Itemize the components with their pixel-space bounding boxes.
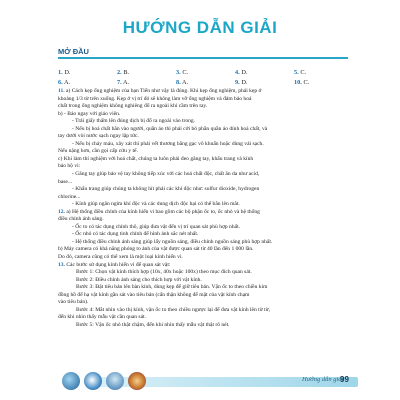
answer-value: D. (64, 69, 71, 76)
q13-line: Bước 1: Chọn vật kính thích hợp (10x, 40x hoặc 100x) theo mục đích quan sát. (76, 269, 252, 276)
q11-line: chlorine... (58, 193, 81, 200)
answer-row (58, 78, 358, 88)
answer-item (235, 78, 294, 88)
globe-icon (62, 372, 80, 390)
answer-number: 7. (117, 78, 122, 86)
answer-number: 8. (176, 78, 181, 86)
page-title: HƯỚNG DẪN GIẢI (122, 18, 278, 37)
q11-line: - Găng tay giúp bảo vệ tay không tiếp xúc với các hoá chất độc, chất ăn da như acid, (72, 171, 260, 178)
q11-line: - Kính giúp ngăn ngừa khí độc và các dung dịch độc hại có thể bắn lên mắt. (72, 201, 240, 208)
answer-number: 4. (235, 69, 240, 76)
answer-value: C. (182, 69, 189, 76)
q11-line: khoảng 1/3 từ trên xuống. Kẹp ở vị trí đó sẽ không làm vỡ ống nghiệm và đảm bảo hoá (58, 95, 252, 102)
answer-value: A. (122, 78, 130, 86)
q13-line: đến khi nhìn thấy mẫu vật cần quan sát. (58, 314, 146, 321)
q13-line: Bước 3: Đặt tiêu bản lên bàn kính, dùng kẹp để giữ tiêu bản. Vặn ốc to theo chiều kim (76, 284, 268, 291)
answer-item (294, 78, 353, 88)
q13-text: Các bước sử dụng kính hiển vi để quan sát vật: (66, 261, 171, 268)
answer-row (58, 68, 358, 78)
q13-line: Bước 4: Mắt nhìn vào thị kính, vặn ốc to theo chiều ngược lại để đưa vật kính lên từ từ, (76, 306, 271, 313)
answer-item (294, 68, 353, 78)
q12-line: - Ốc nhỏ có tác dụng tinh chỉnh để hình ảnh sắc nét nhất. (72, 231, 199, 238)
q11-line: tay dưới vòi nước sạch ngay lập tức. (58, 133, 139, 140)
answer-value: C. (300, 69, 307, 76)
q11-line: b) - Báo ngay với giáo viên. (58, 110, 121, 117)
q11-line: Nếu nặng hơn, cần gọi cấp cứu y tế. (58, 148, 138, 155)
answer-value: A. (181, 78, 189, 86)
q11-line: - Trải giấy thấm lên đúng dịch bị đổ ra ngoài vào trong. (72, 118, 196, 125)
answer-item (117, 68, 176, 78)
section-heading: MỞ ĐẦU (58, 47, 89, 56)
q11-line: chất trong ống nghiệm không nghiêng đổ ra ngoài khi cầm trên tay. (58, 103, 208, 110)
q13-line (58, 262, 354, 270)
answer-number: 10. (294, 78, 302, 86)
q11-line: - Khẩu trang giúp chúng ta không hít phải các khí độc như: sulfur dioxide, hydrogen (72, 186, 260, 193)
answer-value: C. (303, 78, 310, 86)
page-footer (0, 372, 400, 390)
q12-line: b) Máy camera có khả năng phóng to ảnh của vật được quan sát từ 40 lần đến 1 000 lần. (58, 246, 254, 253)
question-number: 13. (58, 261, 65, 268)
planet-icon (128, 372, 146, 390)
q12-line: Do đó, camera cũng có thể xem là một loại kính hiển vi. (58, 254, 183, 261)
q11-line (58, 88, 354, 96)
page-number: 99 (340, 375, 349, 384)
atom-icon (84, 372, 102, 390)
q11-line: base... (58, 178, 73, 185)
footer-label: Hướng dẫn giải (302, 376, 344, 383)
answer-item (235, 68, 294, 78)
q12-text: a) Hệ thống điều chỉnh của kính hiển vi bao gồm các bộ phận ốc to, ốc nhỏ và hệ thống (66, 208, 260, 215)
question-number: 12. (58, 208, 65, 215)
answer-number: 9. (235, 78, 240, 86)
answer-value: D. (241, 69, 248, 76)
q11-line: bảo hộ vì: (58, 163, 81, 170)
question-number: 11. (58, 88, 65, 94)
section-divider (58, 57, 348, 59)
answer-value: D. (241, 78, 248, 86)
q13-line: Bước 5: Vặn ốc nhỏ thật chậm, đến khi nhìn thấy mẫu vật thật rõ nét. (76, 321, 230, 328)
solutions-body (58, 88, 354, 330)
answer-item (117, 78, 176, 88)
q12-line: điều chỉnh ánh sáng. (58, 216, 104, 223)
answer-number: 1. (58, 69, 63, 76)
answer-key (58, 68, 358, 87)
q13-line: Bước 2: Điều chỉnh ánh sáng cho thích hợp với vật kính. (76, 276, 202, 283)
q11-line: - Nếu bị hoá chất bắn vào người, quần áo thì phải cởi bỏ phần quần áo dính hoá chất, và (72, 125, 268, 132)
q13-line: đồng hồ để hạ vật kính gần sát vào tiêu bản (cẩn thận không để mặt của vật kính chạm (58, 291, 250, 298)
answer-item (176, 68, 235, 78)
answer-number: 6. (58, 78, 63, 86)
q12-line: - Hệ thống điều chỉnh ánh sáng giúp lấy nguồn sáng, điều chỉnh nguồn sáng phù hợp nhất. (72, 238, 273, 245)
answer-item (58, 68, 117, 78)
q11-line: c) Khi làm thí nghiệm với hoá chất, chúng ta luôn phải đeo găng tay, khẩu trang và kính (58, 155, 254, 162)
answer-value: B. (123, 69, 130, 76)
answer-item (58, 78, 117, 88)
answer-number: 3. (176, 69, 181, 76)
q13-line: vào tiêu bản). (58, 299, 89, 306)
flask-icon (106, 372, 124, 390)
q11-line: - Nếu bị cháy máu, xây xát thì phải vết thương bằng gạc vô khuẩn hoặc dùng vải sạch. (72, 140, 264, 147)
answer-number: 5. (294, 69, 299, 76)
answer-item (176, 78, 235, 88)
q12-line: - Ốc to có tác dụng chỉnh thô, giúp đưa vật đến vị trí quan sát phù hợp nhất. (72, 223, 240, 230)
q11-text: a) Cách kẹp ống nghiệm của bạn Tiến như vậy là đúng. Khi kẹp ống nghiệm, phải kẹp ở (66, 88, 262, 94)
answer-value: A. (63, 78, 71, 86)
answer-number: 2. (117, 69, 122, 76)
